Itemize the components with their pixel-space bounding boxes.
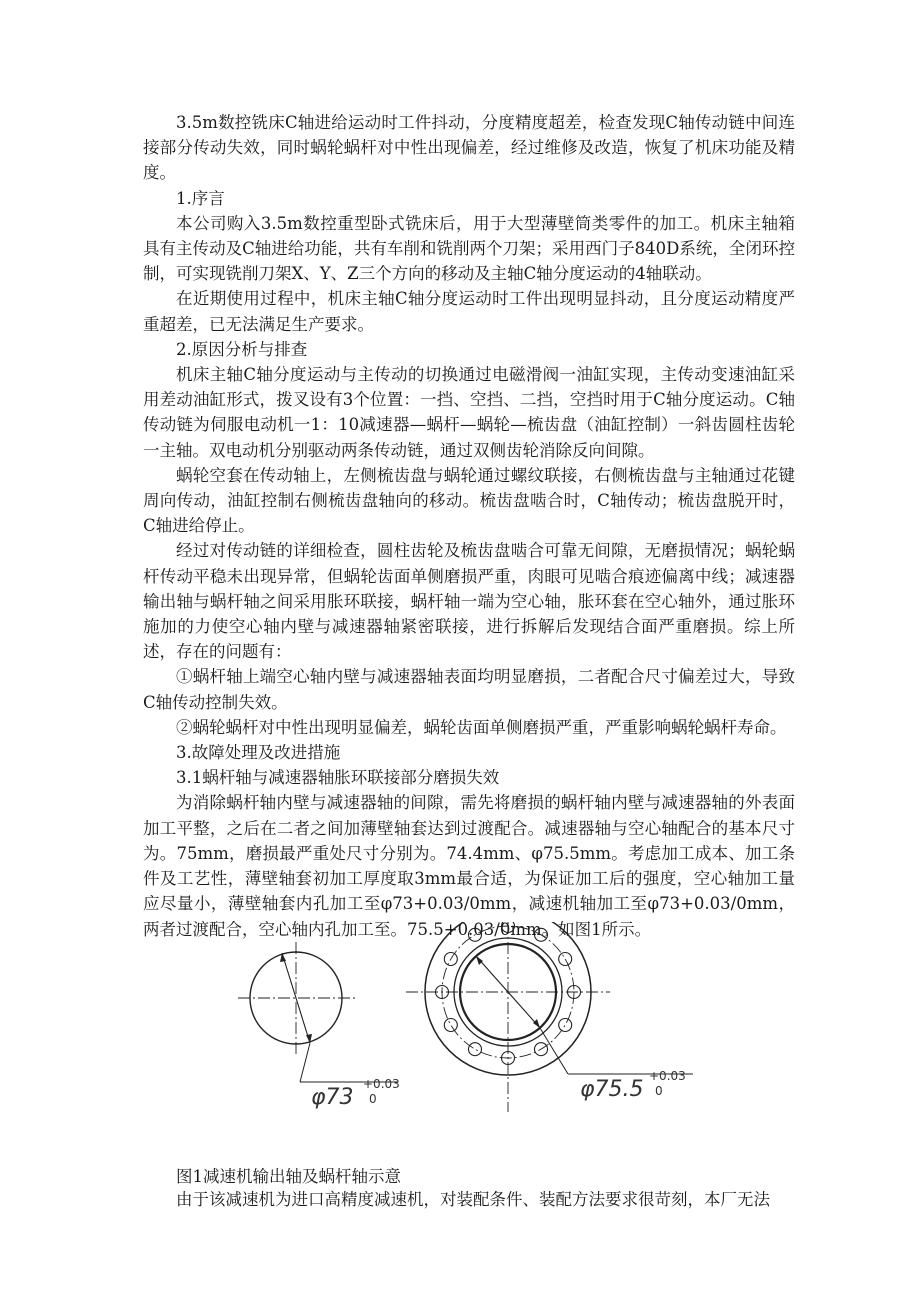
body-text [143,110,795,942]
problem-item-2: ②蜗轮蜗杆对中性出现明显偏差，蜗轮齿面单侧磨损严重，严重影响蜗轮蜗杆寿命。 [176,717,787,737]
intro-paragraph-2: 在近期使用过程中，机床主轴C轴分度运动时工件出现明显抖动，且分度运动精度严重超差，已无法满足生产要求。 [143,289,795,334]
left-tolerance-lower: 0 [369,1092,377,1106]
continuation-text [143,1187,795,1212]
right-tolerance-upper: +0.03 [649,1069,686,1083]
abstract-paragraph: 3.5m数控铣床C轴进给运动时工件抖动，分度精度超差，检查发现C轴传动链中间连接部分传动失效，同时蜗轮蜗杆对中性出现偏差，经过维修及改造，恢复了机床功能及精度。 [143,113,795,183]
analysis-paragraph-3: 经过对传动链的详细检查，圆柱齿轮及梳齿盘啮合可靠无间隙，无磨损情况；蜗轮蜗杆传动平稳未出现异常，但蜗轮齿面单侧磨损严重，肉眼可见啮合痕迹偏离中线；减速器输出轴与蜗杆轴之间采用胀环联接，蜗杆轴一端为空心轴，胀环套在空心轴外，通过胀环施加的力使空心轴内壁与减速器轴紧密联接，进行拆解后发现结合面严重磨损。综上所述，存在的问题有： [143,541,795,662]
measures-paragraph: 为消除蜗杆轴内壁与减速器轴的间隙，需先将磨损的蜗杆轴内壁与减速器轴的外表面加工平整，之后在二者之间加薄壁轴套达到过渡配合。减速器轴与空心轴配合的基本尺寸为。75mm，磨损最严重处尺寸分别为。74.4mm、φ75.5mm。考虑加工成本、加工条件及工艺性，薄壁轴套初加工厚度取3mm最合适，为保证加工后的强度，空心轴加工量应尽量小，薄壁轴套内孔加工至φ73+0.03/0mm，减速机轴加工至φ73+0.03/0mm，两者过渡配合，空心轴内孔加工至。75.5+0.03/0mm。如图1所示。 [143,793,795,939]
intro-paragraph-1: 本公司购入3.5m数控重型卧式铣床后，用于大型薄壁筒类零件的加工。机床主轴箱具有主传动及C轴进给功能，共有车削和铣削两个刀架；采用西门子840D系统，全闭环控制，可实现铣削刀架X、Y、Z三个方向的移动及主轴C轴分度运动的4轴联动。 [143,213,795,284]
right-dimension-label: φ75.5 [580,1077,644,1102]
subheading-3-1: 3.1蜗杆轴与减速器轴胀环联接部分磨损失效 [176,768,500,788]
right-tolerance-lower: 0 [655,1084,663,1098]
figure-caption: 图1减速机输出轴及蜗杆轴示意 [176,1167,401,1186]
figure-1-diagram [238,922,708,1142]
left-tolerance-upper: +0.03 [363,1077,400,1091]
continuation-paragraph: 由于该减速机为进口高精度减速机，对装配条件、装配方法要求很苛刻，本厂无法 [176,1190,770,1209]
problem-item-1: ①蜗杆轴上端空心轴内壁与减速器轴表面均明显磨损，二者配合尺寸偏差过大，导致C轴传动控制失效。 [143,667,795,712]
left-dimension-label: φ73 [311,1085,354,1110]
heading-cause-analysis: 2.原因分析与排查 [176,339,308,359]
reducer-shaft-drawing [238,942,398,1082]
analysis-paragraph-1: 机床主轴C轴分度运动与主传动的切换通过电磁滑阀一油缸实现，主传动变速油缸采用差动油缸形式，拨叉设有3个位置：一挡、空挡、二挡，空挡时用于C轴分度运动。C轴传动链为伺服电动机一1：10减速器—蜗杆—蜗轮—梳齿盘（油缸控制）一斜齿圆柱齿轮一主轴。双电动机分别驱动两条传动链，通过双侧齿轮消除反向间隙。 [143,365,795,460]
analysis-paragraph-2: 蜗轮空套在传动轴上，左侧梳齿盘与蜗轮通过螺纹联接，右侧梳齿盘与主轴通过花键周向传动，油缸控制右侧梳齿盘轴向的移动。梳齿盘啮合时，C轴传动；梳齿盘脱开时，C轴进给停止。 [143,465,795,536]
heading-introduction: 1.序言 [176,188,225,208]
heading-measures: 3.故障处理及改进措施 [176,743,341,763]
hollow-shaft-flange-drawing [406,922,693,1112]
